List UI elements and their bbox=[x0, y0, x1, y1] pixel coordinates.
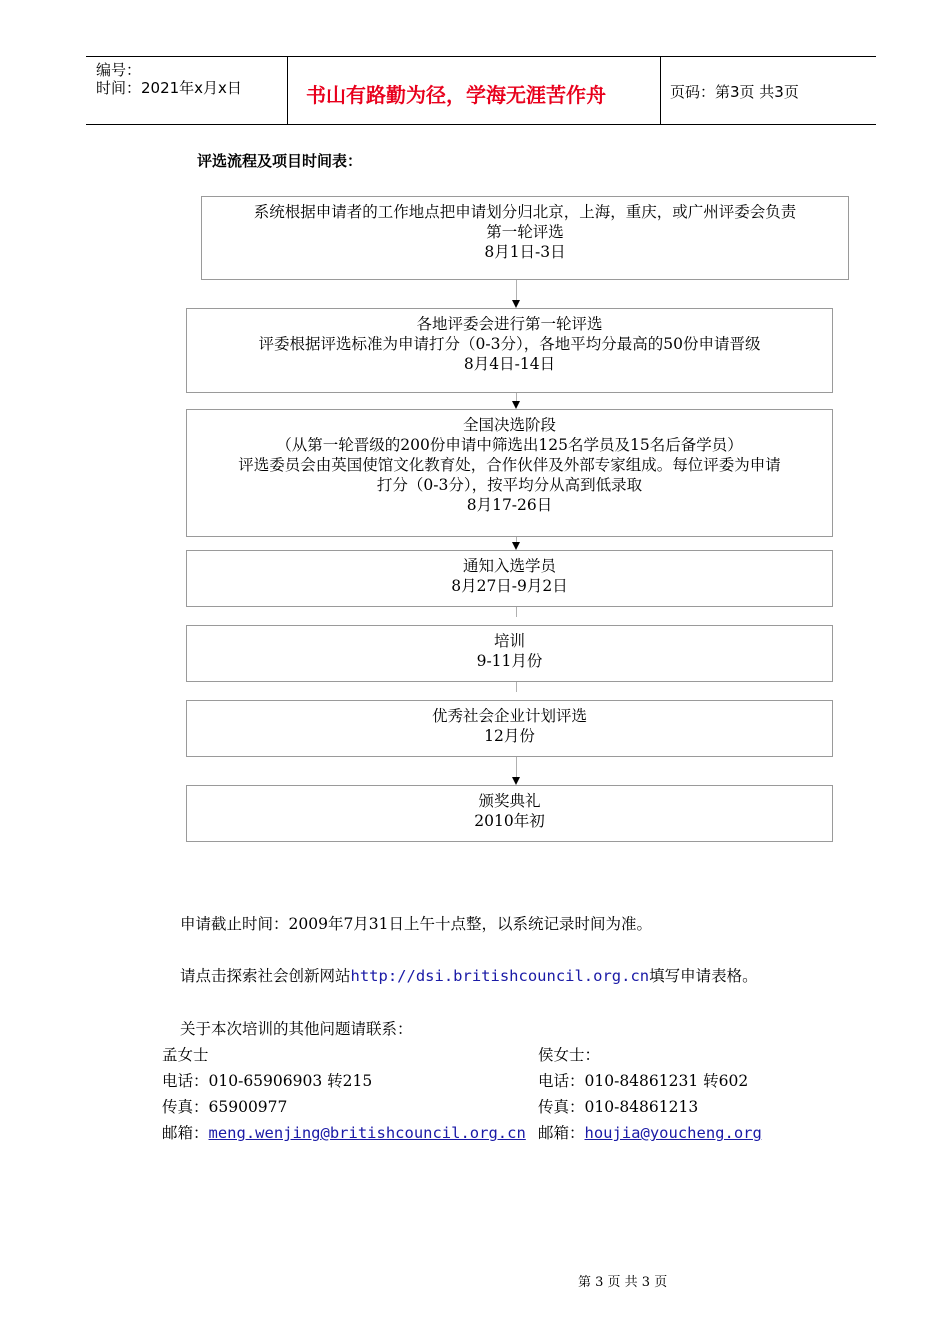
deadline-text: 申请截止时间：2009年7月31日上午十点整，以系统记录时间为准。 bbox=[180, 915, 653, 933]
flow-step-1 bbox=[201, 196, 849, 280]
contact-2-name: 侯女士： bbox=[538, 1046, 601, 1064]
flow-step-2 bbox=[186, 308, 833, 393]
connector bbox=[516, 280, 517, 300]
flow-step-3 bbox=[186, 409, 833, 537]
flow-step-6-line-1: 优秀社会企业计划评选 bbox=[431, 707, 587, 725]
contact-2-email-link[interactable]: houjia@youcheng.org bbox=[584, 1124, 762, 1142]
contact-2-phone: 电话：010-84861231 转602 bbox=[538, 1072, 749, 1090]
flow-step-5-line-2: 9-11月份 bbox=[476, 652, 543, 670]
contact-2-fax: 传真：010-84861213 bbox=[538, 1098, 699, 1116]
contact-1-email-link[interactable]: meng.wenjing@britishcouncil.org.cn bbox=[208, 1124, 526, 1142]
contact-1-phone: 电话：010-65906903 转215 bbox=[162, 1072, 373, 1090]
flow-step-7-line-2: 2010年初 bbox=[474, 812, 545, 830]
flow-step-2-line-1: 各地评委会进行第一轮评选 bbox=[416, 315, 603, 333]
flow-step-4-line-1: 通知入选学员 bbox=[462, 557, 556, 575]
contact-1-fax: 传真：65900977 bbox=[162, 1098, 288, 1116]
apply-website-link[interactable]: http://dsi.britishcouncil.org.cn bbox=[350, 967, 650, 985]
header-page: 页码：第3页 共3页 bbox=[670, 83, 799, 101]
down-arrow-icon bbox=[512, 401, 520, 409]
flow-step-5 bbox=[186, 625, 833, 682]
flow-step-6 bbox=[186, 700, 833, 757]
connector bbox=[516, 393, 517, 401]
flow-step-5-line-1: 培训 bbox=[493, 632, 525, 650]
flow-step-3-line-5: 8月17-26日 bbox=[466, 496, 553, 514]
flow-step-1-line-2: 第一轮评选 bbox=[486, 223, 564, 241]
flow-step-2-line-3: 8月4日-14日 bbox=[463, 355, 556, 373]
down-arrow-icon bbox=[512, 300, 520, 308]
header-divider-1 bbox=[287, 56, 288, 125]
down-arrow-icon bbox=[512, 777, 520, 785]
flow-step-4 bbox=[186, 550, 833, 607]
flow-step-7-line-1: 颁奖典礼 bbox=[478, 792, 541, 810]
flow-step-3-line-3: 评选委员会由英国使馆文化教育处，合作伙伴及外部专家组成。每位评委为申请 bbox=[238, 456, 781, 474]
flow-step-1-line-3: 8月1日-3日 bbox=[484, 243, 566, 261]
contact-1-email-row bbox=[162, 1123, 526, 1143]
contact-1-name: 孟女士 bbox=[162, 1046, 209, 1064]
flow-step-2-line-2: 评委根据评选标准为申请打分（0-3分），各地平均分最高的50份申请晋级 bbox=[258, 335, 761, 353]
header-time: 时间：2021年x月x日 bbox=[96, 79, 242, 97]
header-motto: 书山有路勤为径，学海无涯苦作舟 bbox=[306, 83, 606, 107]
header-divider-2 bbox=[660, 56, 661, 125]
apply-suffix: 填写申请表格。 bbox=[649, 967, 758, 985]
flow-step-3-line-1: 全国决选阶段 bbox=[462, 416, 556, 434]
flow-step-4-line-2: 8月27日-9月2日 bbox=[451, 577, 568, 595]
flow-step-7 bbox=[186, 785, 833, 842]
header-top-border bbox=[86, 56, 876, 57]
apply-paragraph bbox=[180, 966, 758, 986]
connector bbox=[516, 682, 517, 692]
contact-1-email-label: 邮箱： bbox=[162, 1124, 209, 1142]
apply-prefix: 请点击探索社会创新网站 bbox=[180, 967, 351, 985]
header-number: 编号： bbox=[96, 61, 142, 79]
page-footer: 第 3 页 共 3 页 bbox=[578, 1275, 668, 1290]
flow-step-3-line-4: 打分（0-3分），按平均分从高到低录取 bbox=[376, 476, 643, 494]
flow-step-1-line-1: 系统根据申请者的工作地点把申请划分归北京，上海，重庆，或广州评委会负责 bbox=[253, 203, 797, 221]
down-arrow-icon bbox=[512, 542, 520, 550]
contact-2-email-label: 邮箱： bbox=[538, 1124, 585, 1142]
flow-step-6-line-2: 12月份 bbox=[484, 727, 535, 745]
contact-intro: 关于本次培训的其他问题请联系： bbox=[180, 1020, 413, 1038]
section-title: 评选流程及项目时间表： bbox=[197, 152, 363, 170]
connector bbox=[516, 757, 517, 777]
contact-2-email-row bbox=[538, 1123, 762, 1143]
header-bottom-border bbox=[86, 124, 876, 125]
flow-step-3-line-2: （从第一轮晋级的200份申请中筛选出125名学员及15名后备学员） bbox=[276, 436, 743, 454]
connector bbox=[516, 607, 517, 617]
